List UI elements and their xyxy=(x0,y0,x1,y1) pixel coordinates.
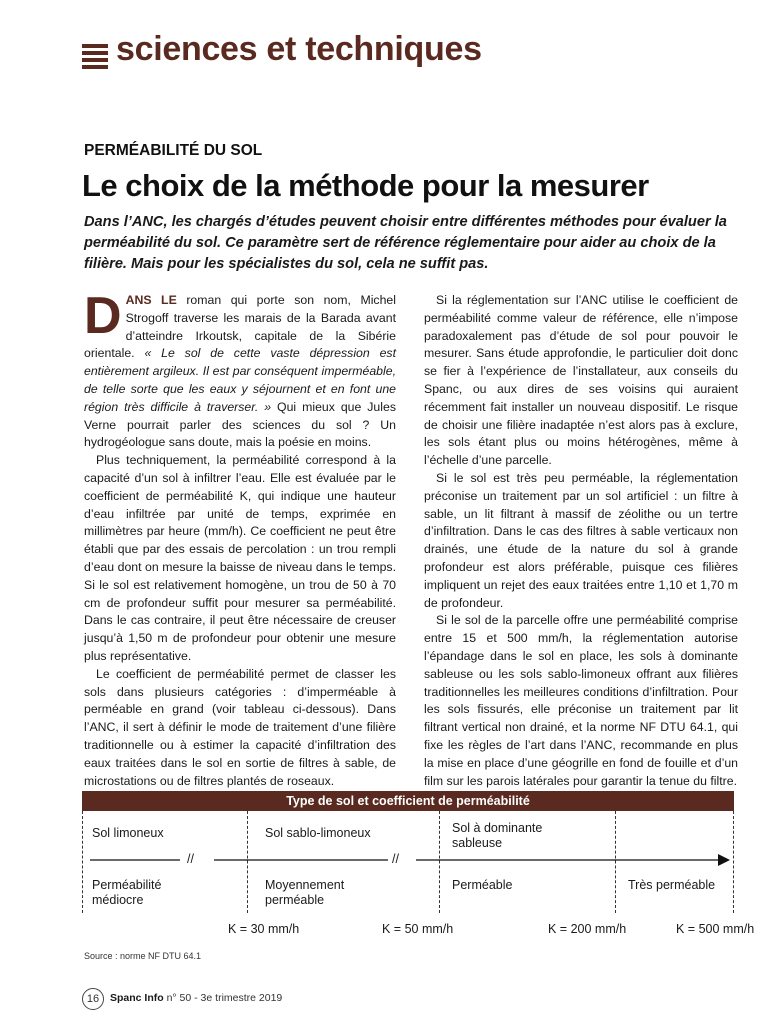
quote: « Le sol de cette vaste dépression est entièrement argileux. Il est par conséquent imperméable, de telle sorte que les eaux y séjournent et en font une région très difficile à traverser. » xyxy=(84,346,396,414)
column-divider xyxy=(733,811,734,913)
paragraph-5: Si le sol est très peu perméable, la réglementation préconise un traitement par un sol artificiel : un filtre à sable, un lit filtrant à massif de zéolithe ou un tertre d’infiltration. Dans le cas des filtres à sable verticaux non drainés, une étude de la nature du sol à grande profondeur est alors préférable, puisque ces filières impliquent un rejet des eaux traitées entre 1,10 et 1,70 m de profondeur. xyxy=(424,470,738,610)
page-number: 16 xyxy=(82,988,104,1010)
k-value-label: K = 200 mm/h xyxy=(548,922,627,936)
column-divider xyxy=(82,811,83,913)
permeability-cell: Moyennement perméable xyxy=(265,878,345,907)
article-column-left xyxy=(84,287,396,790)
soil-type-cell: Sol limoneux xyxy=(92,826,164,840)
section-bars-icon xyxy=(82,44,108,74)
lead-words: ANS LE xyxy=(125,293,177,307)
issue-info: n° 50 - 3e trimestre 2019 xyxy=(166,992,283,1004)
paragraph-6: Si le sol de la parcelle offre une perméabilité comprise entre 15 et 500 mm/h, la réglementation autorise l’épandage dans le sol en place, les sols à dominante sableuse ou les sols sablo-limoneux offrant aux filières traditionnelles les meilleures conditions d’infiltration. Pour les sols fissurés, elle préconise un traitement par lit filtrant vertical non drainé, et la norme NF DTU 64.1, qui fixe les règles de l’art dans l’ANC, recommande en plus la mise en place d’une géogrille en fond de fouille et d’un film sur les parois latérales pour garantir la tenue du filtre. xyxy=(424,613,738,788)
permeability-cell: Perméabilité médiocre xyxy=(92,878,162,907)
scale-break-mark: // xyxy=(392,852,399,866)
soil-type-cell: Sol sablo-limoneux xyxy=(265,826,371,840)
k-value-label: K = 500 mm/h xyxy=(676,922,755,936)
article-kicker: PERMÉABILITÉ DU SOL xyxy=(84,142,263,159)
paragraph-2: Plus techniquement, la perméabilité correspond à la capacité d’un sol à infiltrer l’eau. Elle est évaluée par le coefficient de perméabilité K, qui indique une hauteur d’eau infiltrée par unité de temps, exprimée en millimètres par heure (mm/h). Ce coefficient ne peut être établi que par des essais de percolation : un trou rempli d’eau dont on mesure la baisse de niveau dans le temps. Si le sol est relativement homogène, un trou de 50 à 70 cm de profondeur suffit pour mesurer sa perméabilité. Dans le cas contraire, il peut être nécessaire de creuser jusqu’à 1,50 m de profondeur pour obtenir une mesure plus représentative. xyxy=(84,453,396,663)
article-column-right xyxy=(424,292,738,790)
article-headline: Le choix de la méthode pour la mesurer xyxy=(82,168,649,203)
table-source: Source : norme NF DTU 64.1 xyxy=(84,951,202,961)
permeability-cell: Très perméable xyxy=(628,878,716,892)
section-title: sciences et techniques xyxy=(116,30,482,68)
paragraph-1-text: roman qui porte son nom, Michel Strogoff traverse les marais de la Barada avant d’atteindre Irkoutsk, capitale de la Sibérie orientale. xyxy=(84,293,396,361)
k-value-label: K = 50 mm/h xyxy=(382,922,454,936)
soil-permeability-table xyxy=(82,811,734,913)
article-intro: Dans l’ANC, les chargés d’études peuvent choisir entre différentes méthodes pour évaluer la perméabilité du sol. Ce paramètre sert de référence réglementaire pour aider au choix de la filière. Mais pour les spécialistes du sol, cela ne suffit pas. xyxy=(84,214,727,272)
soil-type-cell: Sol à dominante sableuse xyxy=(452,821,543,850)
table-title: Type de sol et coefficient de perméabilité xyxy=(82,791,734,811)
scale-break-mark: // xyxy=(187,852,194,866)
paragraph-1-end: Qui mieux que Jules Verne pourrait parler des sciences du sol ? Un hydrogéologue sans doute, mais la poésie en moins. xyxy=(84,399,396,450)
k-value-label: K = 30 mm/h xyxy=(228,922,300,936)
magazine-name: Spanc Info xyxy=(110,992,164,1004)
paragraph-1 xyxy=(84,287,396,452)
permeability-cell: Perméable xyxy=(452,878,513,892)
drop-cap: D xyxy=(84,287,122,345)
footer-publication xyxy=(110,992,282,1004)
paragraph-4: Si la réglementation sur l’ANC utilise le coefficient de perméabilité comme valeur de référence, elle n’impose paradoxalement pas d’étude de sol pour pouvoir le mesurer. Sans étude approfondie, le particulier doit donc se fier à l’expérience de l’installateur, aux conseils du Spanc, ou aux dires de ses voisins qui auraient récemment fait installer un nouveau dispositif. Le risque de choisir une filière inadaptée n’est alors pas à exclure, les sols étant plus ou moins hétérogènes, même à l’échelle d’une parcelle. xyxy=(424,293,738,468)
paragraph-3: Le coefficient de perméabilité permet de classer les sols dans plusieurs catégories : d’imperméable à perméable en grand (voir tableau ci-dessous). Dans l’ANC, il sert à définir le mode de traitement d’une filière traditionnelle ou à estimer la capacité d’infiltration des eaux traitées dans le sol en sortie de filtres à sable, de microstations ou de filtres plantés de roseaux. xyxy=(84,666,396,788)
